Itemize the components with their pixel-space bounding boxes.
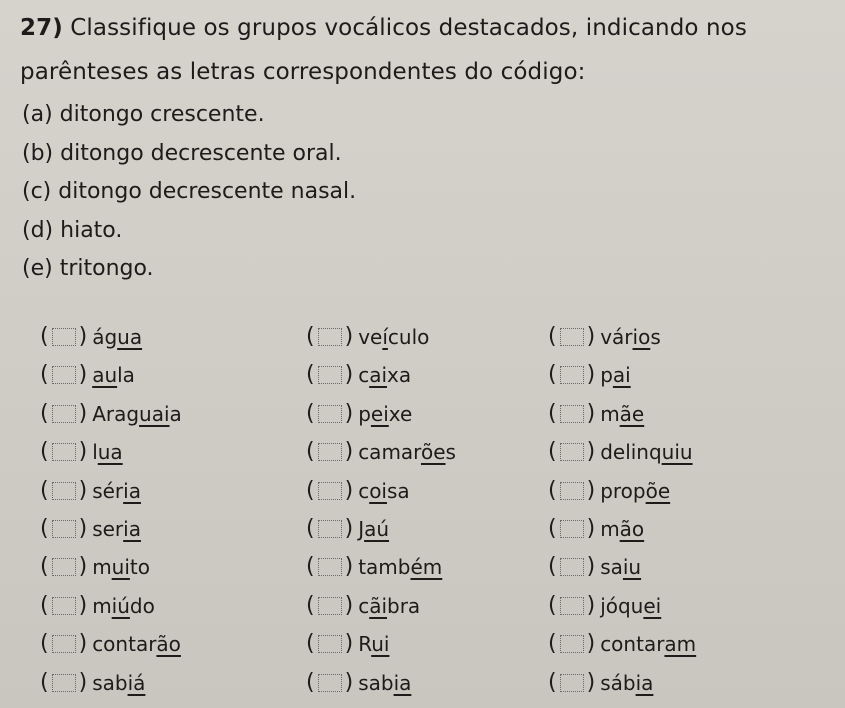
legend-item-c [22, 173, 356, 212]
word-text [358, 402, 412, 426]
close-paren: ) [78, 362, 88, 388]
answer-blank[interactable] [548, 515, 596, 541]
word-row [28, 356, 838, 394]
legend-item-e [22, 250, 356, 289]
word-text [600, 555, 641, 579]
word-prefix: ser [92, 516, 124, 541]
answer-blank[interactable] [40, 400, 88, 426]
answer-box[interactable] [52, 635, 76, 653]
word-suffix: culo [387, 325, 430, 349]
highlighted-vowel-group: ei [370, 401, 389, 426]
word-text [358, 440, 456, 464]
open-paren: ( [306, 515, 315, 541]
word-item [40, 587, 155, 625]
highlighted-vowel-group: ia [123, 478, 141, 503]
answer-box[interactable] [318, 558, 342, 576]
word-text [358, 325, 429, 349]
word-suffix: s [445, 440, 456, 465]
answer-blank[interactable] [548, 633, 595, 655]
word-item [548, 356, 631, 394]
highlighted-vowel-group: ão [156, 632, 181, 657]
word-prefix: tamb [358, 555, 411, 580]
open-paren: ( [40, 400, 49, 426]
word-suffix: sa [386, 478, 410, 503]
word-text [600, 479, 670, 503]
close-paren: ) [78, 324, 88, 349]
legend-label: ditongo decrescente oral. [60, 140, 342, 166]
word-text [358, 671, 411, 695]
word-text [92, 517, 141, 541]
answer-blank[interactable] [40, 592, 88, 618]
answer-blank[interactable] [306, 556, 353, 578]
answer-box[interactable] [52, 366, 76, 384]
word-suffix: xe [388, 401, 413, 426]
word-item [306, 510, 389, 548]
answer-blank[interactable] [40, 669, 88, 695]
word-item [306, 664, 411, 702]
close-paren: ) [344, 592, 354, 618]
word-prefix: sáb [600, 670, 636, 695]
word-row [28, 510, 838, 548]
word-text [92, 402, 182, 426]
word-item [306, 433, 456, 471]
word-text [358, 479, 409, 503]
word-prefix: J [358, 516, 365, 541]
answer-box[interactable] [318, 405, 342, 423]
word-item [40, 395, 182, 433]
word-item [548, 395, 644, 433]
answer-box[interactable] [318, 366, 342, 384]
word-item [548, 318, 661, 356]
answer-box[interactable] [52, 328, 76, 346]
close-paren: ) [586, 477, 596, 503]
word-text [358, 594, 420, 618]
close-paren: ) [78, 592, 88, 618]
word-item [40, 356, 135, 394]
word-prefix: vár [600, 325, 633, 349]
legend-label: ditongo crescente. [59, 102, 265, 127]
answer-blank[interactable] [306, 592, 354, 618]
close-paren: ) [586, 362, 596, 388]
word-prefix: sab [358, 670, 394, 695]
word-text [600, 517, 644, 541]
answer-blank[interactable] [548, 592, 596, 618]
word-prefix: prop [600, 478, 646, 503]
word-grid [28, 318, 838, 702]
word-text [600, 594, 661, 618]
answer-blank[interactable] [306, 400, 354, 426]
word-text [92, 671, 145, 695]
word-row [28, 318, 838, 356]
open-paren: ( [548, 477, 557, 503]
close-paren: ) [586, 439, 596, 465]
open-paren: ( [40, 477, 49, 503]
answer-box[interactable] [560, 674, 584, 692]
answer-blank[interactable] [548, 556, 595, 578]
highlighted-vowel-group: uai [139, 401, 170, 426]
legend-item-d [22, 212, 356, 251]
word-suffix: to [129, 555, 150, 580]
word-item [40, 548, 150, 586]
word-item [306, 356, 411, 394]
word-prefix: m [92, 555, 112, 580]
close-paren: ) [78, 515, 88, 541]
answer-box[interactable] [52, 520, 76, 538]
question-text: Classifique os grupos vocálicos destacados, indicando nos parênteses as letras correspondentes do código: [20, 15, 747, 85]
legend-letter: (e) [22, 256, 53, 281]
close-paren: ) [586, 515, 596, 541]
answer-blank[interactable] [548, 326, 595, 348]
word-prefix: camar [358, 440, 421, 465]
word-prefix: sab [92, 670, 128, 695]
legend-letter: (c) [22, 179, 52, 204]
word-prefix: m [92, 593, 112, 618]
answer-blank[interactable] [548, 400, 596, 426]
answer-blank[interactable] [40, 441, 87, 463]
open-paren: ( [306, 362, 315, 388]
open-paren: ( [40, 554, 49, 580]
legend-letter: (b) [22, 140, 54, 166]
close-paren: ) [78, 439, 88, 465]
highlighted-vowel-group: í [382, 325, 388, 349]
close-paren: ) [78, 400, 88, 426]
highlighted-vowel-group: õe [420, 440, 446, 465]
word-text [358, 363, 411, 387]
answer-box[interactable] [560, 443, 584, 461]
answer-blank[interactable] [306, 515, 354, 541]
answer-box[interactable] [52, 558, 76, 576]
highlighted-vowel-group: ia [393, 670, 412, 695]
highlighted-vowel-group: ua [117, 325, 143, 349]
word-text [600, 671, 653, 695]
word-text [92, 440, 123, 464]
highlighted-vowel-group: ão [619, 516, 645, 541]
word-prefix: c [358, 363, 370, 388]
close-paren: ) [344, 631, 354, 657]
question-number: 27) [20, 15, 63, 41]
legend-label: ditongo decrescente nasal. [58, 179, 357, 204]
open-paren: ( [306, 592, 315, 618]
close-paren: ) [586, 554, 596, 580]
word-item [548, 625, 696, 663]
answer-box[interactable] [318, 482, 342, 500]
answer-blank[interactable] [40, 515, 88, 541]
word-text [92, 632, 181, 656]
word-suffix: a [169, 401, 182, 426]
word-prefix: sér [92, 478, 124, 503]
word-text [358, 555, 442, 579]
word-row [28, 472, 838, 510]
word-row [28, 548, 838, 586]
answer-blank[interactable] [40, 364, 87, 386]
word-item [548, 472, 670, 510]
answer-blank[interactable] [306, 441, 353, 463]
highlighted-vowel-group: iú [111, 593, 130, 618]
word-prefix: c [358, 593, 370, 618]
answer-blank[interactable] [306, 477, 354, 503]
close-paren: ) [344, 515, 354, 541]
word-suffix: bra [387, 593, 421, 618]
legend-letter: (d) [22, 217, 54, 243]
close-paren: ) [78, 631, 88, 657]
answer-blank[interactable] [306, 669, 354, 695]
word-prefix: m [600, 516, 620, 541]
answer-box[interactable] [560, 520, 584, 538]
legend-label: hiato. [60, 217, 123, 243]
word-prefix: ve [358, 325, 383, 349]
word-text [92, 479, 141, 503]
answer-box[interactable] [318, 674, 342, 692]
open-paren: ( [548, 362, 557, 388]
word-text [358, 632, 389, 656]
word-prefix: p [600, 363, 613, 388]
open-paren: ( [306, 400, 315, 426]
word-text [92, 594, 155, 618]
word-item [40, 318, 142, 356]
close-paren: ) [344, 324, 354, 349]
answer-box[interactable] [318, 635, 342, 653]
answer-blank[interactable] [548, 441, 595, 463]
open-paren: ( [40, 515, 49, 541]
word-prefix: contar [92, 632, 157, 657]
word-text [600, 402, 644, 426]
word-item [40, 433, 123, 471]
open-paren: ( [40, 631, 49, 657]
open-paren: ( [40, 669, 49, 695]
answer-box[interactable] [560, 328, 584, 346]
answer-blank[interactable] [548, 669, 596, 695]
answer-box[interactable] [560, 635, 584, 653]
answer-box[interactable] [52, 482, 76, 500]
highlighted-vowel-group: uiu [661, 440, 693, 465]
open-paren: ( [548, 324, 557, 349]
close-paren: ) [344, 669, 354, 695]
open-paren: ( [548, 631, 557, 657]
word-suffix: xa [387, 363, 412, 388]
word-text [92, 555, 150, 579]
highlighted-vowel-group: ai [612, 363, 631, 388]
word-prefix: jóqu [600, 593, 644, 618]
highlighted-vowel-group: ia [123, 516, 141, 541]
open-paren: ( [306, 554, 315, 580]
question-prompt [20, 6, 835, 94]
word-item [306, 625, 389, 663]
word-item [40, 472, 141, 510]
answer-blank[interactable] [40, 556, 87, 578]
open-paren: ( [40, 439, 49, 465]
answer-blank[interactable] [548, 364, 595, 386]
highlighted-vowel-group: õe [645, 478, 671, 503]
word-suffix: do [129, 593, 155, 618]
highlighted-vowel-group: aú [364, 516, 390, 541]
word-text [600, 440, 692, 464]
word-item [306, 548, 442, 586]
answer-blank[interactable] [306, 326, 353, 348]
word-text [600, 325, 661, 349]
word-prefix: m [600, 401, 620, 426]
open-paren: ( [548, 554, 557, 580]
legend-label: tritongo. [59, 256, 154, 281]
word-suffix: s [650, 325, 661, 349]
highlighted-vowel-group: ei [643, 593, 662, 618]
highlighted-vowel-group: ua [97, 440, 123, 465]
word-prefix: delinq [600, 440, 662, 465]
open-paren: ( [548, 669, 557, 695]
answer-box[interactable] [52, 443, 76, 461]
answer-blank[interactable] [548, 477, 596, 503]
word-row [28, 395, 838, 433]
open-paren: ( [548, 439, 557, 465]
open-paren: ( [306, 439, 315, 465]
word-row [28, 433, 838, 471]
close-paren: ) [78, 669, 88, 695]
close-paren: ) [344, 477, 354, 503]
word-row [28, 625, 838, 663]
word-prefix: R [358, 632, 372, 657]
open-paren: ( [40, 592, 49, 618]
close-paren: ) [586, 400, 596, 426]
open-paren: ( [306, 631, 315, 657]
answer-box[interactable] [318, 597, 342, 615]
word-text [600, 363, 631, 387]
word-prefix: contar [600, 632, 665, 657]
word-prefix: l [92, 440, 98, 465]
answer-blank[interactable] [40, 326, 87, 348]
word-prefix: c [358, 478, 370, 503]
word-item [548, 548, 641, 586]
close-paren: ) [78, 477, 88, 503]
answer-box[interactable] [560, 482, 584, 500]
open-paren: ( [306, 669, 315, 695]
word-text [600, 632, 696, 656]
open-paren: ( [306, 324, 315, 349]
word-item [306, 587, 420, 625]
answer-blank[interactable] [306, 633, 353, 655]
word-item [40, 625, 181, 663]
answer-box[interactable] [318, 520, 342, 538]
open-paren: ( [40, 324, 49, 349]
word-item [548, 587, 661, 625]
open-paren: ( [40, 362, 49, 388]
word-suffix: la [117, 363, 135, 388]
legend-item-a [22, 96, 356, 135]
word-item [306, 395, 412, 433]
highlighted-vowel-group: ui [371, 632, 390, 657]
open-paren: ( [548, 400, 557, 426]
word-row [28, 587, 838, 625]
highlighted-vowel-group: iu [622, 555, 642, 580]
answer-box[interactable] [560, 558, 584, 576]
open-paren: ( [548, 592, 557, 618]
answer-box[interactable] [318, 328, 342, 346]
word-item [306, 472, 410, 510]
close-paren: ) [586, 669, 596, 695]
legend-item-b [22, 135, 356, 174]
word-item [40, 510, 141, 548]
answer-box[interactable] [318, 443, 342, 461]
close-paren: ) [78, 554, 88, 580]
highlighted-vowel-group: ãi [369, 593, 387, 618]
highlighted-vowel-group: ãe [619, 401, 645, 426]
answer-box[interactable] [52, 597, 76, 615]
word-prefix: sa [600, 555, 623, 580]
highlighted-vowel-group: oi [369, 478, 387, 503]
close-paren: ) [344, 362, 354, 388]
answer-blank[interactable] [40, 633, 87, 655]
answer-box[interactable] [560, 405, 584, 423]
close-paren: ) [344, 400, 354, 426]
word-item [548, 510, 644, 548]
highlighted-vowel-group: am [664, 632, 697, 657]
answer-box[interactable] [52, 674, 76, 692]
highlighted-vowel-group: io [632, 325, 651, 349]
open-paren: ( [306, 477, 315, 503]
highlighted-vowel-group: iá [127, 670, 146, 695]
word-prefix: Arag [92, 401, 140, 426]
word-prefix: p [358, 401, 371, 426]
highlighted-vowel-group: ai [369, 363, 387, 388]
word-item [40, 664, 145, 702]
highlighted-vowel-group: ui [111, 555, 130, 580]
open-paren: ( [548, 515, 557, 541]
word-text [92, 325, 142, 349]
close-paren: ) [586, 324, 596, 349]
highlighted-vowel-group: ém [410, 555, 443, 580]
word-row [28, 664, 838, 702]
highlighted-vowel-group: au [92, 363, 118, 388]
word-item [548, 433, 693, 471]
word-text [358, 517, 389, 541]
word-item [548, 664, 653, 702]
answer-blank[interactable] [40, 477, 88, 503]
answer-box[interactable] [52, 405, 76, 423]
answer-blank[interactable] [306, 364, 353, 386]
legend-letter: (a) [22, 102, 53, 127]
word-item [306, 318, 429, 356]
close-paren: ) [344, 439, 354, 465]
code-legend [22, 96, 356, 289]
close-paren: ) [344, 554, 354, 580]
highlighted-vowel-group: ia [635, 670, 654, 695]
close-paren: ) [586, 592, 596, 618]
answer-box[interactable] [560, 366, 584, 384]
close-paren: ) [586, 631, 596, 657]
word-text [92, 363, 135, 387]
word-prefix: ág [92, 325, 118, 349]
answer-box[interactable] [560, 597, 584, 615]
